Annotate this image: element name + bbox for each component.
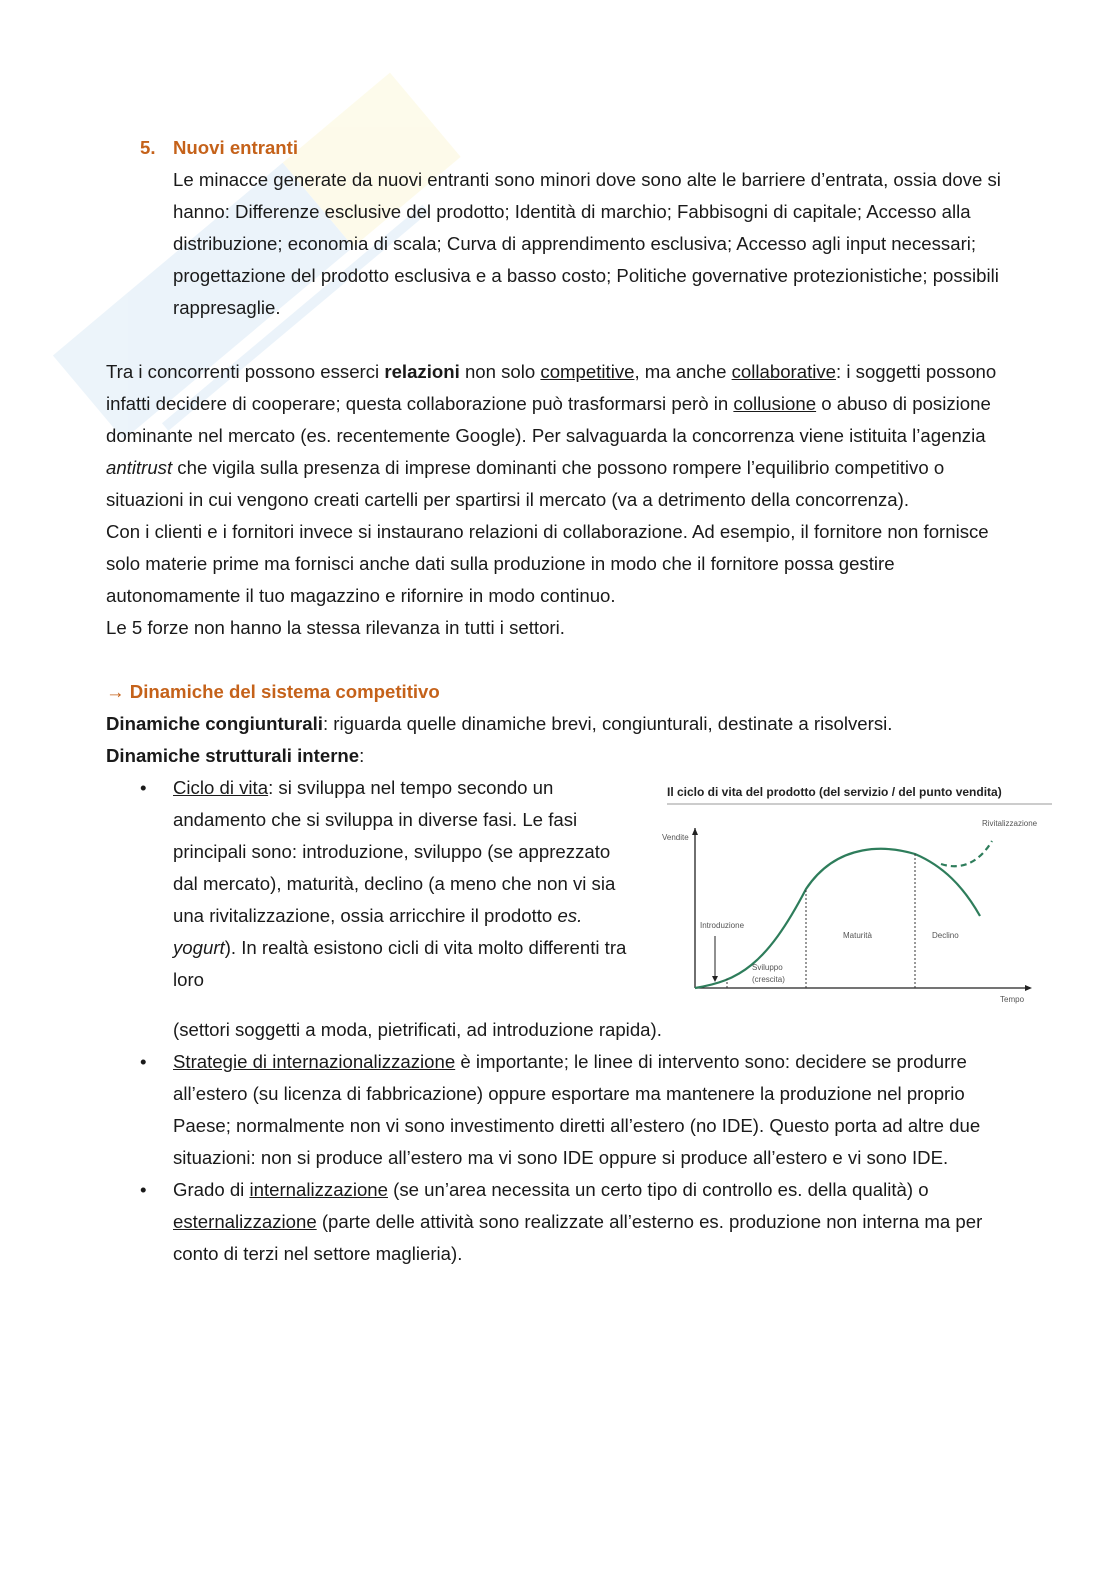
list-item-internazionalizzazione [106, 1046, 1002, 1174]
text: (settori soggetti a moda, pietrificati, ad introduzione rapida). [173, 1019, 662, 1040]
text: : riguarda quelle dinamiche brevi, congiunturali, destinate a risolversi. [322, 713, 893, 734]
y-axis-label: Vendite [662, 833, 689, 842]
underlined-text: Ciclo di vita [173, 777, 269, 798]
forces-paragraph: Le 5 forze non hanno la stessa rilevanza in tutti i settori. [106, 617, 565, 638]
text: Grado di [173, 1179, 250, 1200]
x-axis-label: Tempo [1000, 995, 1025, 1004]
italic-text: antitrust [106, 457, 173, 478]
underlined-text: Strategie di internazionalizzazione [173, 1051, 456, 1072]
text: (se un’area necessita un certo tipo di controllo es. della qualità) o [387, 1179, 929, 1200]
text: : [359, 745, 365, 766]
bullet-icon: • [140, 777, 147, 798]
bullet-icon: • [140, 1051, 147, 1072]
relations-paragraph [106, 356, 1002, 516]
phase-label-introduzione: Introduzione [700, 921, 745, 930]
congiunturali-paragraph [106, 708, 1002, 740]
section-heading-nuovi-entranti [106, 132, 1002, 164]
text: ). In realtà esistono cicli di vita molto differenti tra loro [173, 937, 627, 990]
italic-text: es. yogurt [173, 905, 583, 958]
bullet-icon: • [140, 1179, 147, 1200]
phase-label-sviluppo: Sviluppo [752, 963, 783, 972]
text: è importante; le linee di intervento sono: decidere se produrre all’estero (su licenza di fabbricazione) oppure esportare ma mantenere la produzione nel proprio Paese; normalmente non vi sono investimento diretti all’estero (no IDE). Questo porta ad altre due situazioni: non si produce all’estero ma vi sono IDE oppure si produce all’estero e vi sono IDE. [173, 1051, 981, 1168]
underlined-text: esternalizzazione [173, 1211, 317, 1232]
text: non solo [459, 361, 541, 382]
text: : si sviluppa nel tempo secondo un andamento che si sviluppa in diverse fasi. Le fasi principali sono: introduzione, sviluppo (se apprezzato dal mercato), maturità, declino (a meno che non vi sia una rivitalizzazione, ossia arricchire il prodotto [173, 777, 616, 926]
list-number: 5. [140, 137, 156, 158]
list-item-internalizzazione [106, 1174, 1002, 1270]
text: che vigila sulla presenza di imprese dominanti che possono rompere l’equilibrio competitivo o situazioni in cui vengono creati cartelli per spartirsi il mercato (va a detrimento della concorrenza). [106, 457, 945, 510]
list-item-ciclo-di-vita [106, 772, 1002, 1046]
text: Tra i concorrenti possono esserci [106, 361, 385, 382]
strutturali-heading [106, 740, 1002, 772]
underlined-text: internalizzazione [249, 1179, 388, 1200]
section-title: Nuovi entranti [173, 137, 298, 158]
underlined-text: competitive [540, 361, 635, 382]
text: , ma anche [634, 361, 732, 382]
bold-text: relazioni [384, 361, 460, 382]
x-axis-arrow-icon [1025, 985, 1032, 991]
phase-label-declino: Declino [932, 931, 959, 940]
revival-label: Rivitalizzazione [982, 819, 1038, 828]
phase-label-crescita: (crescita) [752, 975, 785, 984]
text: : i soggetti possono infatti decidere di cooperare; questa collaborazione può trasformarsi però in [106, 361, 997, 414]
clients-paragraph: Con i clienti e i fornitori invece si instaurano relazioni di collaborazione. Ad esempio, il fornitore non fornisce solo materie prime ma fornisci anche dati sulla produzione in modo che il fornitore possa gestire autonomamente il tuo magazzino e rifornire in modo continuo. [106, 521, 989, 606]
underlined-text: collaborative [731, 361, 837, 382]
bold-text: Dinamiche strutturali interne [106, 745, 360, 766]
text: (parte delle attività sono realizzate all’esterno es. produzione non interna ma per conto di terzi nel settore maglieria). [173, 1211, 983, 1264]
bold-text: Dinamiche congiunturali [106, 713, 323, 734]
nuovi-entranti-text: Le minacce generate da nuovi entranti sono minori dove sono alte le barriere d’entrata, ossia dove si hanno: Differenze esclusive del prodotto; Identità di marchio; Fabbisogni di capitale; Accesso alla distribuzione; economia di scala; Curva di apprendimento esclusiva; Accesso agli input necessari; progettazione del prodotto esclusiva e a basso costo; Politiche governative protezionistiche; possibili rappresaglie. [173, 169, 1001, 318]
figure-title: Il ciclo di vita del prodotto (del servizio / del punto vendita) [667, 785, 1002, 799]
dynamics-heading: → Dinamiche del sistema competitivo [106, 681, 440, 702]
text: o abuso di posizione dominante nel mercato (es. recentemente Google). Per salvaguarda la concorrenza viene istituita l’agenzia [106, 393, 991, 446]
underlined-text: collusione [733, 393, 817, 414]
phase-label-maturita: Maturità [843, 931, 872, 940]
